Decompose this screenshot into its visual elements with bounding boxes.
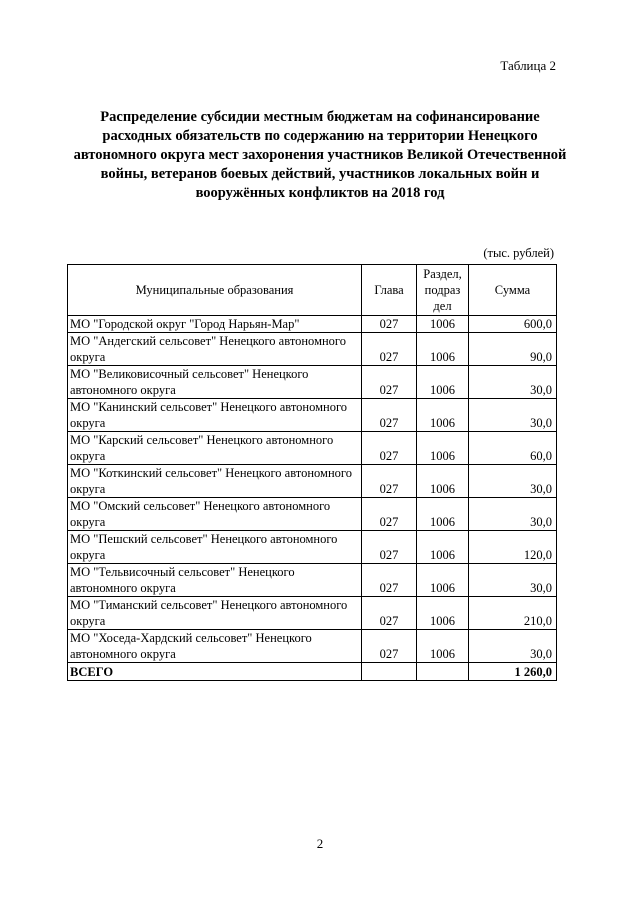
- table-row: [68, 432, 557, 465]
- amount-value: 30,0: [469, 630, 557, 663]
- chapter-code: 027: [362, 399, 417, 432]
- municipality-name: МО "Канинский сельсовет" Ненецкого автономного округа: [68, 399, 362, 432]
- chapter-code: 027: [362, 531, 417, 564]
- municipality-name: МО "Хоседа-Хардский сельсовет" Ненецкого автономного округа: [68, 630, 362, 663]
- chapter-code: 027: [362, 465, 417, 498]
- section-code: 1006: [417, 630, 469, 663]
- column-header-chapter: Глава: [362, 265, 417, 316]
- chapter-code: 027: [362, 564, 417, 597]
- table-header-row: [68, 265, 557, 316]
- chapter-code: 027: [362, 498, 417, 531]
- amount-value: 90,0: [469, 333, 557, 366]
- column-header-name: Муниципальные образования: [68, 265, 362, 316]
- amount-value: 30,0: [469, 399, 557, 432]
- chapter-code: 027: [362, 366, 417, 399]
- section-code: 1006: [417, 597, 469, 630]
- column-header-section: Раздел, подраз дел: [417, 265, 469, 316]
- municipality-name: МО "Великовисочный сельсовет" Ненецкого автономного округа: [68, 366, 362, 399]
- amount-value: 210,0: [469, 597, 557, 630]
- section-code: 1006: [417, 531, 469, 564]
- municipality-name: МО "Омский сельсовет" Ненецкого автономного округа: [68, 498, 362, 531]
- table-row: [68, 564, 557, 597]
- table-label: Таблица 2: [500, 58, 556, 73]
- table-row: [68, 630, 557, 663]
- total-chapter-empty: [362, 663, 417, 681]
- chapter-code: 027: [362, 630, 417, 663]
- municipality-name: МО "Пешский сельсовет" Ненецкого автономного округа: [68, 531, 362, 564]
- chapter-code: 027: [362, 597, 417, 630]
- amount-value: 30,0: [469, 366, 557, 399]
- section-code: 1006: [417, 333, 469, 366]
- total-row: [68, 663, 557, 681]
- table-row: [68, 366, 557, 399]
- column-header-amount: Сумма: [469, 265, 557, 316]
- page-number: 2: [316, 836, 324, 851]
- chapter-code: 027: [362, 316, 417, 333]
- section-code: 1006: [417, 432, 469, 465]
- subsidy-table: [67, 264, 557, 681]
- total-amount: 1 260,0: [469, 663, 557, 681]
- municipality-name: МО "Карский сельсовет" Ненецкого автономного округа: [68, 432, 362, 465]
- table-row: [68, 333, 557, 366]
- amount-value: 120,0: [469, 531, 557, 564]
- municipality-name: МО "Городской округ "Город Нарьян-Мар": [68, 316, 362, 333]
- amount-value: 60,0: [469, 432, 557, 465]
- municipality-name: МО "Тельвисочный сельсовет" Ненецкого автономного округа: [68, 564, 362, 597]
- chapter-code: 027: [362, 432, 417, 465]
- table-row: [68, 498, 557, 531]
- section-code: 1006: [417, 498, 469, 531]
- table-row: [68, 399, 557, 432]
- municipality-name: МО "Андегский сельсовет" Ненецкого автономного округа: [68, 333, 362, 366]
- chapter-code: 027: [362, 333, 417, 366]
- units-label: (тыс. рублей): [483, 246, 554, 260]
- amount-value: 30,0: [469, 564, 557, 597]
- table-row: [68, 597, 557, 630]
- table-row: [68, 465, 557, 498]
- section-code: 1006: [417, 465, 469, 498]
- amount-value: 30,0: [469, 465, 557, 498]
- amount-value: 30,0: [469, 498, 557, 531]
- total-label: ВСЕГО: [68, 663, 362, 681]
- document-title: Распределение субсидии местным бюджетам на софинансирование расходных обязательств по содержанию на территории Ненецкого автономного округа мест захоронения участников Великой Отечественной войны, ветеранов боевых действий, участников локальных войн и вооружённых конфликтов на 2018 год: [73, 109, 567, 201]
- table-row: [68, 316, 557, 333]
- section-code: 1006: [417, 564, 469, 597]
- total-section-empty: [417, 663, 469, 681]
- amount-value: 600,0: [469, 316, 557, 333]
- section-code: 1006: [417, 399, 469, 432]
- municipality-name: МО "Коткинский сельсовет" Ненецкого автономного округа: [68, 465, 362, 498]
- section-code: 1006: [417, 316, 469, 333]
- municipality-name: МО "Тиманский сельсовет" Ненецкого автономного округа: [68, 597, 362, 630]
- table-row: [68, 531, 557, 564]
- section-code: 1006: [417, 366, 469, 399]
